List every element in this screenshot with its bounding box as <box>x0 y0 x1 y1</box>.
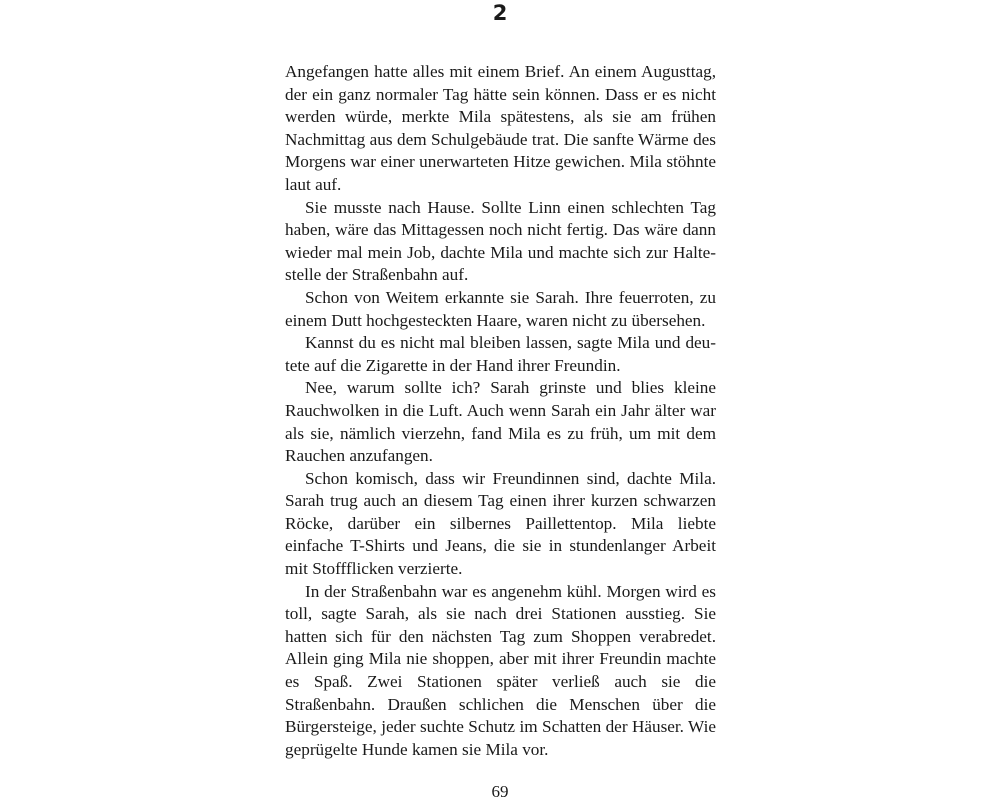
paragraph-2: Sie musste nach Hause. Sollte Linn einen schlechten Tag haben, wäre das Mittagessen noch nicht fertig. Das wäre dann wieder mal mein Job, dachte Mila und machte sich zur Haltestelle der Straßenbahn auf. <box>285 197 716 285</box>
chapter-number: 2 <box>492 1 508 25</box>
paragraph-4: Kannst du es nicht mal bleiben lassen, sagte Mila und deutete auf die Zigarette in der Hand ihrer Freundin. <box>285 333 716 375</box>
body-text <box>285 61 716 761</box>
paragraph-1: Angefangen hatte alles mit einem Brief. An einem Augusttag, der ein ganz normaler Tag hätte sein können. Dass er es nicht werden würde, merkte Mila spätestens, als sie am frühen Nachmittag aus dem Schulgebäude trat. Die sanfte Wärme des Morgens war einer unerwarteten Hitze gewichen. Mila stöhnte laut auf. <box>285 62 716 194</box>
paragraph-3: Schon von Weitem erkannte sie Sarah. Ihre feuerroten, zu einem Dutt hochgesteckten Haare, waren nicht zu übersehen. <box>285 287 716 330</box>
page-number: 69 <box>491 782 509 801</box>
paragraph-5: Nee, warum sollte ich? Sarah grinste und blies kleine Rauchwolken in die Luft. Auch wenn Sarah ein Jahr älter war als sie, nämlich vierzehn, fand Mila es zu früh, um mit dem Rauchen anzufangen. <box>285 378 716 466</box>
paragraph-7: In der Straßenbahn war es angenehm kühl. Morgen wird es toll, sagte Sarah, als sie nach drei Stationen ausstieg. Sie hatten sich für den nächsten Tag zum Shoppen verabredet. Allein ging Mila nie shoppen, aber mit ihrer Freundin machte es Spaß. Zwei Stationen später verließ auch sie die Straßenbahn. Draußen schlichen die Menschen über die Bürgersteige, jeder suchte Schutz im Schatten der Häuser. Wie geprügelte Hunde kamen sie Mila vor. <box>285 581 716 759</box>
paragraph-6: Schon komisch, dass wir Freundinnen sind, dachte Mila. Sarah trug auch an diesem Tag einen ihrer kurzen schwarzen Röcke, darüber ein silbernes Paillettentop. Mila liebte einfache T-Shirts und Jeans, die sie in stundenlanger Arbeit mit Stoffflicken verzierte. <box>285 468 716 579</box>
